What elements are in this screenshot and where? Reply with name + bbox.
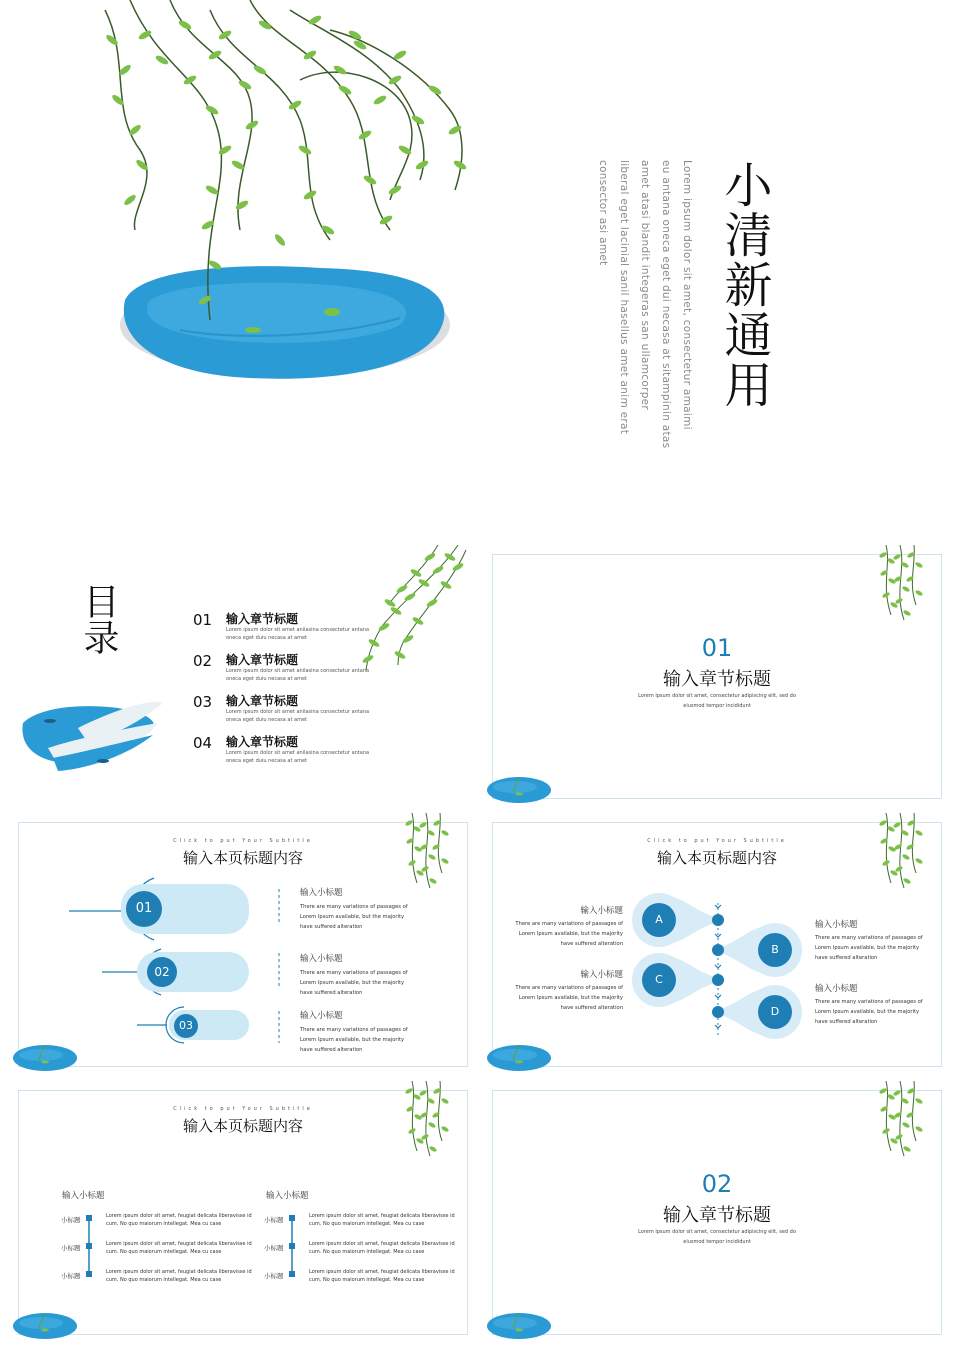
node-text-a bbox=[513, 904, 623, 949]
pill-badge-03: 03 bbox=[174, 1014, 198, 1038]
slide-subtitle: Click to put Your Subtitle bbox=[173, 1106, 313, 1112]
item-title: 输入小标题 bbox=[300, 888, 343, 898]
row-label: 小标题 bbox=[264, 1244, 284, 1252]
item-line: Lorem Ipsum available, but the majority bbox=[518, 995, 623, 1001]
slide-title: 输入本页标题内容 bbox=[656, 849, 777, 867]
toc-item-number: 01 bbox=[193, 611, 213, 629]
node-a: A bbox=[642, 903, 676, 937]
section-desc: Lorem ipsum dolor sit amet, consectetur adipiscing elit, sed do bbox=[638, 1229, 796, 1235]
pill-badge-02: 02 bbox=[147, 957, 177, 987]
slide-subtitle: Click to put Your Subtitle bbox=[647, 838, 787, 844]
toc-item-number: 03 bbox=[193, 693, 213, 711]
pill-text-3 bbox=[300, 1009, 450, 1055]
item-line: have suffered alteration bbox=[560, 941, 623, 947]
content-slide-pills bbox=[18, 822, 468, 1067]
cover-title: 小清新通用 bbox=[716, 160, 772, 410]
item-title: 输入小标题 bbox=[580, 970, 623, 980]
row-line: cum. No quo maiorum intellegat. Mea cu case bbox=[309, 1221, 425, 1227]
node-c: C bbox=[642, 963, 676, 997]
node-text-b bbox=[815, 918, 925, 963]
toc-willow-illustration bbox=[358, 545, 468, 675]
slide-title: 输入本页标题内容 bbox=[182, 849, 303, 867]
row-line: cum. No quo maiorum intellegat. Mea cu case bbox=[106, 1249, 222, 1255]
item-line: There are many variations of passages of bbox=[300, 1027, 408, 1033]
toc-item-2[interactable] bbox=[193, 648, 370, 686]
node-b: B bbox=[758, 933, 792, 967]
column-timeline bbox=[288, 1215, 296, 1279]
toc-item-desc: oneca eget duiu necasa at amet bbox=[226, 758, 307, 764]
slide-subtitle: Click to put Your Subtitle bbox=[173, 838, 313, 844]
toc-item-number: 04 bbox=[193, 734, 213, 752]
item-line: Lorem Ipsum available, but the majority bbox=[300, 980, 405, 986]
toc-item-1[interactable] bbox=[193, 607, 370, 645]
item-title: 输入小标题 bbox=[580, 906, 623, 916]
toc-item-desc: oneca eget duiu necasa at amet bbox=[226, 717, 307, 723]
item-title: 输入小标题 bbox=[815, 920, 858, 930]
section-title: 输入章节标题 bbox=[663, 669, 771, 690]
toc-slide bbox=[18, 545, 468, 795]
willow-decoration bbox=[873, 1081, 933, 1161]
item-line: There are many variations of passages of bbox=[515, 921, 623, 927]
cover-text-1: Lorem ipsum dolor sit amet, consectetur amaimi bbox=[681, 160, 693, 430]
item-line: have suffered alteration bbox=[815, 955, 878, 961]
content-slide-nodes bbox=[492, 822, 942, 1067]
section-desc: eiusmod tempor incididunt bbox=[683, 1239, 751, 1245]
section-slide-01 bbox=[492, 554, 942, 799]
row-line: Lorem ipsum dolor sit amet, feugiat delicata liberavisse id bbox=[309, 1213, 455, 1219]
item-line: have suffered alteration bbox=[300, 990, 363, 996]
toc-item-label: 输入章节标题 bbox=[226, 612, 299, 626]
item-line: have suffered alteration bbox=[300, 924, 363, 930]
toc-item-label: 输入章节标题 bbox=[226, 694, 299, 708]
toc-item-label: 输入章节标题 bbox=[226, 653, 299, 667]
section-desc: eiusmod tempor incididunt bbox=[683, 703, 751, 709]
toc-item-desc: Lorem ipsum dolor sit amet anilasina consectetur antana bbox=[226, 627, 370, 633]
item-line: Lorem Ipsum available, but the majority bbox=[815, 1009, 920, 1015]
toc-item-3[interactable] bbox=[193, 689, 370, 727]
item-title: 输入小标题 bbox=[815, 984, 858, 994]
row-label: 小标题 bbox=[264, 1216, 284, 1224]
item-line: have suffered alteration bbox=[560, 1005, 623, 1011]
cover-text-5: consector asi amet bbox=[597, 160, 609, 266]
pond-decoration bbox=[487, 776, 551, 806]
pond-decoration bbox=[487, 1044, 551, 1074]
pond-decoration bbox=[487, 1312, 551, 1342]
row-line: Lorem ipsum dolor sit amet, feugiat delicata liberavisse id bbox=[309, 1241, 455, 1247]
toc-item-desc: Lorem ipsum dolor sit amet anilasina consectetur antana bbox=[226, 668, 370, 674]
row-line: Lorem ipsum dolor sit amet, feugiat delicata liberavisse id bbox=[309, 1269, 455, 1275]
toc-item-desc: Lorem ipsum dolor sit amet anilasina consectetur antana bbox=[226, 709, 370, 715]
section-desc: Lorem ipsum dolor sit amet, consectetur adipiscing elit, sed do bbox=[638, 693, 796, 699]
section-number: 01 bbox=[701, 634, 733, 662]
item-title: 输入小标题 bbox=[300, 1011, 343, 1021]
willow-pond-illustration bbox=[100, 0, 480, 390]
item-line: There are many variations of passages of bbox=[815, 999, 923, 1005]
item-line: Lorem Ipsum available, but the majority bbox=[815, 945, 920, 951]
cover-text-2: eu antana oneca eget dui necasa at sitampinin atas bbox=[660, 160, 672, 449]
row-label: 小标题 bbox=[61, 1216, 81, 1224]
section-title: 输入章节标题 bbox=[663, 1205, 771, 1226]
row-line: Lorem ipsum dolor sit amet, feugiat delicata liberavisse id bbox=[106, 1213, 252, 1219]
row-text bbox=[309, 1268, 455, 1284]
pill-text-2 bbox=[300, 952, 450, 998]
column-heading: 输入小标题 bbox=[266, 1191, 309, 1201]
willow-decoration bbox=[873, 545, 933, 625]
item-line: Lorem Ipsum available, but the majority bbox=[300, 1037, 405, 1043]
node-d: D bbox=[758, 995, 792, 1029]
column-timeline bbox=[85, 1215, 93, 1279]
row-line: cum. No quo maiorum intellegat. Mea cu case bbox=[106, 1277, 222, 1283]
column-heading: 输入小标题 bbox=[62, 1191, 105, 1201]
toc-item-number: 02 bbox=[193, 652, 213, 670]
item-title: 输入小标题 bbox=[300, 954, 343, 964]
item-line: There are many variations of passages of bbox=[515, 985, 623, 991]
cover-text-4: liberal eget lacinial sanil hasellus amet anim erat bbox=[618, 160, 630, 435]
item-line: have suffered alteration bbox=[300, 1047, 363, 1053]
toc-item-4[interactable] bbox=[193, 730, 370, 768]
row-label: 小标题 bbox=[61, 1244, 81, 1252]
node-text-d bbox=[815, 982, 925, 1027]
pond-decoration bbox=[13, 1044, 77, 1074]
item-line: There are many variations of passages of bbox=[300, 970, 408, 976]
pill-text-1 bbox=[300, 886, 450, 932]
slide-title: 输入本页标题内容 bbox=[182, 1117, 303, 1135]
item-line: Lorem Ipsum available, but the majority bbox=[518, 931, 623, 937]
item-line: Lorem Ipsum available, but the majority bbox=[300, 914, 405, 920]
row-text bbox=[106, 1240, 252, 1256]
content-slide-columns bbox=[18, 1090, 468, 1335]
pond-decoration bbox=[13, 1312, 77, 1342]
pill-badge-01: 01 bbox=[126, 891, 162, 927]
row-line: Lorem ipsum dolor sit amet, feugiat delicata liberavisse id bbox=[106, 1241, 252, 1247]
section-slide-02 bbox=[492, 1090, 942, 1335]
toc-item-desc: oneca eget duiu necasa at amet bbox=[226, 635, 307, 641]
section-number: 02 bbox=[701, 1170, 733, 1198]
toc-item-desc: Lorem ipsum dolor sit amet anilasina consectetur antana bbox=[226, 750, 370, 756]
item-line: have suffered alteration bbox=[815, 1019, 878, 1025]
row-text bbox=[309, 1212, 455, 1228]
row-line: cum. No quo maiorum intellegat. Mea cu case bbox=[309, 1277, 425, 1283]
row-text bbox=[309, 1240, 455, 1256]
row-label: 小标题 bbox=[61, 1272, 81, 1280]
cover-text-3: amet atasi blandit integeras san ullamcorper bbox=[639, 160, 651, 411]
toc-item-label: 输入章节标题 bbox=[226, 735, 299, 749]
toc-item-desc: oneca eget duiu necasa at amet bbox=[226, 676, 307, 682]
cover-slide bbox=[0, 0, 960, 520]
row-line: cum. No quo maiorum intellegat. Mea cu case bbox=[106, 1221, 222, 1227]
row-text bbox=[106, 1212, 252, 1228]
node-text-c bbox=[513, 968, 623, 1013]
item-line: There are many variations of passages of bbox=[815, 935, 923, 941]
toc-title: 目录 bbox=[78, 583, 119, 655]
toc-pond-illustration bbox=[18, 693, 168, 778]
item-line: There are many variations of passages of bbox=[300, 904, 408, 910]
row-text bbox=[106, 1268, 252, 1284]
row-line: cum. No quo maiorum intellegat. Mea cu case bbox=[309, 1249, 425, 1255]
row-line: Lorem ipsum dolor sit amet, feugiat delicata liberavisse id bbox=[106, 1269, 252, 1275]
row-label: 小标题 bbox=[264, 1272, 284, 1280]
